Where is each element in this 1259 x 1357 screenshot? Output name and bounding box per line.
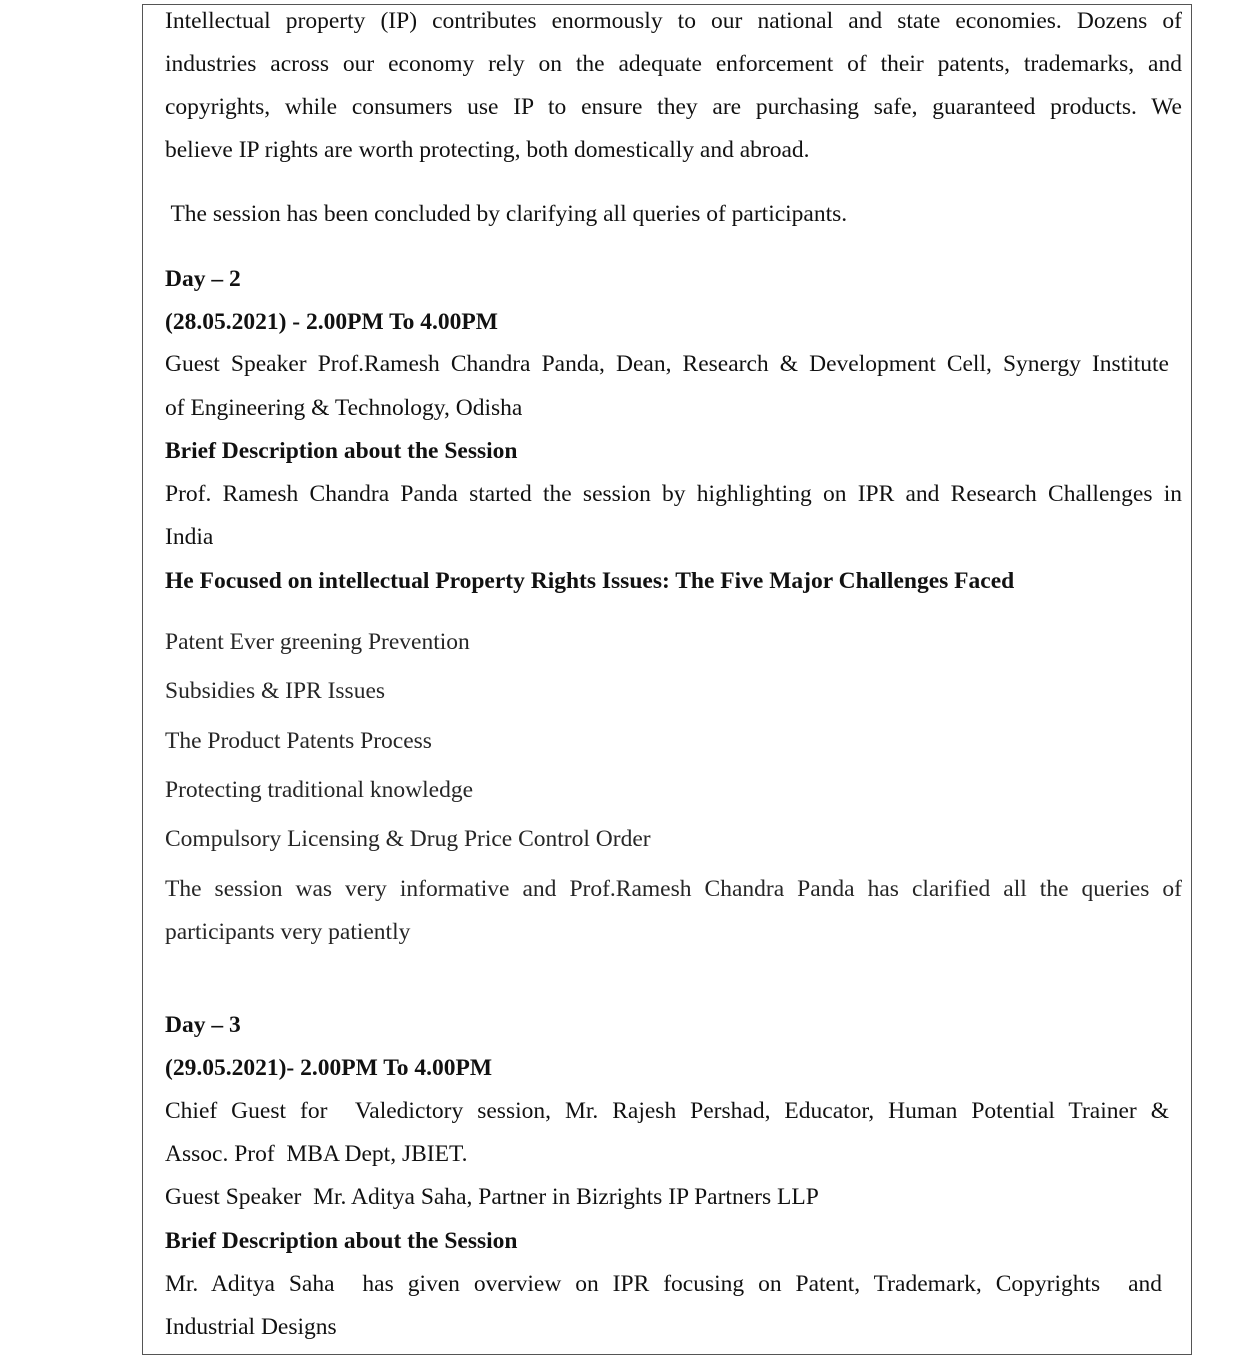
day3-date-time: (29.05.2021)- 2.00PM To 4.00PM bbox=[165, 1055, 493, 1081]
day2-brief-line-1: Prof. Ramesh Chandra Panda started the session by highlighting on IPR and Research Challenges in bbox=[165, 481, 1182, 507]
intro-line-3: copyrights, while consumers use IP to ensure they are purchasing safe, guaranteed products. We bbox=[165, 94, 1182, 120]
challenge-item: Protecting traditional knowledge bbox=[165, 777, 474, 803]
day2-closing-line-2: participants very patiently bbox=[165, 919, 411, 945]
day3-guest-speaker: Guest Speaker Mr. Aditya Saha, Partner in Bizrights IP Partners LLP bbox=[165, 1184, 819, 1210]
day3-chief-guest-line-2: Assoc. Prof MBA Dept, JBIET. bbox=[165, 1141, 468, 1167]
intro-line-2: industries across our economy rely on the adequate enforcement of their patents, trademarks, and bbox=[165, 51, 1182, 77]
day2-heading: Day – 2 bbox=[165, 266, 241, 292]
day3-brief-heading: Brief Description about the Session bbox=[165, 1228, 518, 1254]
day2-brief-line-2: India bbox=[165, 524, 214, 550]
day3-heading: Day – 3 bbox=[165, 1012, 241, 1038]
challenge-item: Compulsory Licensing & Drug Price Control Order bbox=[165, 826, 651, 852]
intro-conclusion: The session has been concluded by clarifying all queries of participants. bbox=[165, 201, 848, 227]
intro-line-4: believe IP rights are worth protecting, both domestically and abroad. bbox=[165, 137, 810, 163]
challenge-item: Subsidies & IPR Issues bbox=[165, 678, 386, 704]
day2-speaker-line-2: of Engineering & Technology, Odisha bbox=[165, 395, 523, 421]
day3-chief-guest-line-1: Chief Guest for Valedictory session, Mr. Rajesh Pershad, Educator, Human Potential Trainer & bbox=[165, 1098, 1169, 1124]
day2-focus-heading: He Focused on intellectual Property Rights Issues: The Five Major Challenges Faced bbox=[165, 568, 1015, 594]
day2-date-time: (28.05.2021) - 2.00PM To 4.00PM bbox=[165, 309, 498, 335]
day3-brief-line-1: Mr. Aditya Saha has given overview on IPR focusing on Patent, Trademark, Copyrights and bbox=[165, 1271, 1162, 1297]
day2-brief-heading: Brief Description about the Session bbox=[165, 438, 518, 464]
day3-brief-line-2: Industrial Designs bbox=[165, 1314, 337, 1340]
challenge-item: Patent Ever greening Prevention bbox=[165, 629, 470, 655]
day2-speaker-line-1: Guest Speaker Prof.Ramesh Chandra Panda, Dean, Research & Development Cell, Synergy Institute bbox=[165, 351, 1169, 377]
day2-closing-line-1: The session was very informative and Prof.Ramesh Chandra Panda has clarified all the queries of bbox=[165, 876, 1182, 902]
intro-line-1: Intellectual property (IP) contributes enormously to our national and state economies. Dozens of bbox=[165, 8, 1182, 34]
challenge-item: The Product Patents Process bbox=[165, 728, 432, 754]
